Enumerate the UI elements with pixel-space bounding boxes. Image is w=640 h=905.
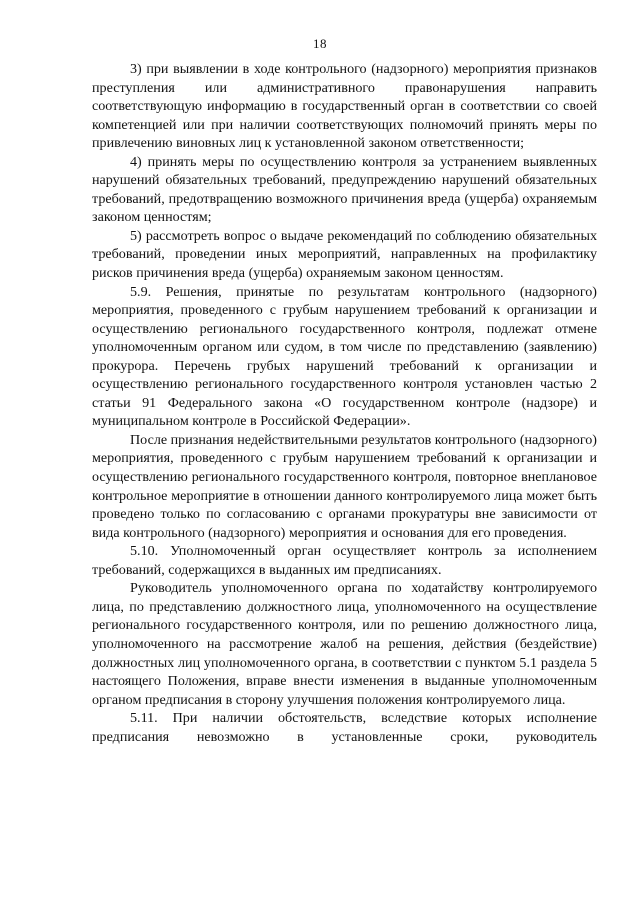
paragraph-item-4: 4) принять меры по осуществлению контроля за устранением выявленных нарушений обязательных требований, предупреждению нарушений обязательных требований, предотвращению возможного причинения вреда (ущерба) охраняемым законом ценностям; [92, 153, 597, 226]
paragraph-item-3: 3) при выявлении в ходе контрольного (надзорного) мероприятия признаков преступления или административного правонарушения направить соответствующую информацию в государственный орган в соответствии со своей компетенцией или при наличии соответствующих полномочий принять меры по привлечению виновных лиц к установленной законом ответственности; [92, 61, 597, 152]
paragraph-5-11: 5.11. При наличии обстоятельств, вследствие которых исполнение предписания невозможно в установленные сроки, руководитель [92, 710, 597, 745]
page-number: 18 [313, 36, 327, 51]
paragraph-5-9: 5.9. Решения, принятые по результатам контрольного (надзорного) мероприятия, проведенного с грубым нарушением требований к организации и осуществлению регионального государственного контроля, подлежат отмене уполномоченным органом или судом, в том числе по представлению (заявлению) прокурора. Перечень грубых нарушений требований к организации и осуществлению регионального государственного контроля установлен частью 2 статьи 91 Федерального закона «О государственном контроле (надзоре) и муниципальном контроле в Российской Федерации». [92, 283, 597, 430]
paragraph-item-5: 5) рассмотреть вопрос о выдаче рекомендаций по соблюдению обязательных требований, проведении иных мероприятий, направленных на профилактику рисков причинения вреда (ущерба) охраняемым законом ценностям. [92, 227, 597, 282]
paragraph-5-9-continued: После признания недействительными результатов контрольного (надзорного) мероприятия, проведенного с грубым нарушением требований к организации и осуществлению регионального государственного контроля, повторное внеплановое контрольное мероприятие в отношении данного контролируемого лица может быть проведено только по согласованию с органами прокуратуры вне зависимости от вида контрольного (надзорного) мероприятия и основания для его проведения. [92, 431, 597, 541]
paragraph-5-10: 5.10. Уполномоченный орган осуществляет контроль за исполнением требований, содержащихся в выданных им предписаниях. [92, 543, 597, 578]
body-text [92, 60, 597, 746]
paragraph-5-10-continued: Руководитель уполномоченного органа по ходатайству контролируемого лица, по представлению должностного лица, уполномоченного на осуществление регионального государственного контроля, или по решению должностного лица, уполномоченного на рассмотрение жалоб на решения, действия (бездействие) должностных лиц уполномоченного органа, в соответствии с пунктом 5.1 раздела 5 настоящего Положения, вправе внести изменения в выданные уполномоченным органом предписания в сторону улучшения положения контролируемого лица. [92, 580, 597, 708]
